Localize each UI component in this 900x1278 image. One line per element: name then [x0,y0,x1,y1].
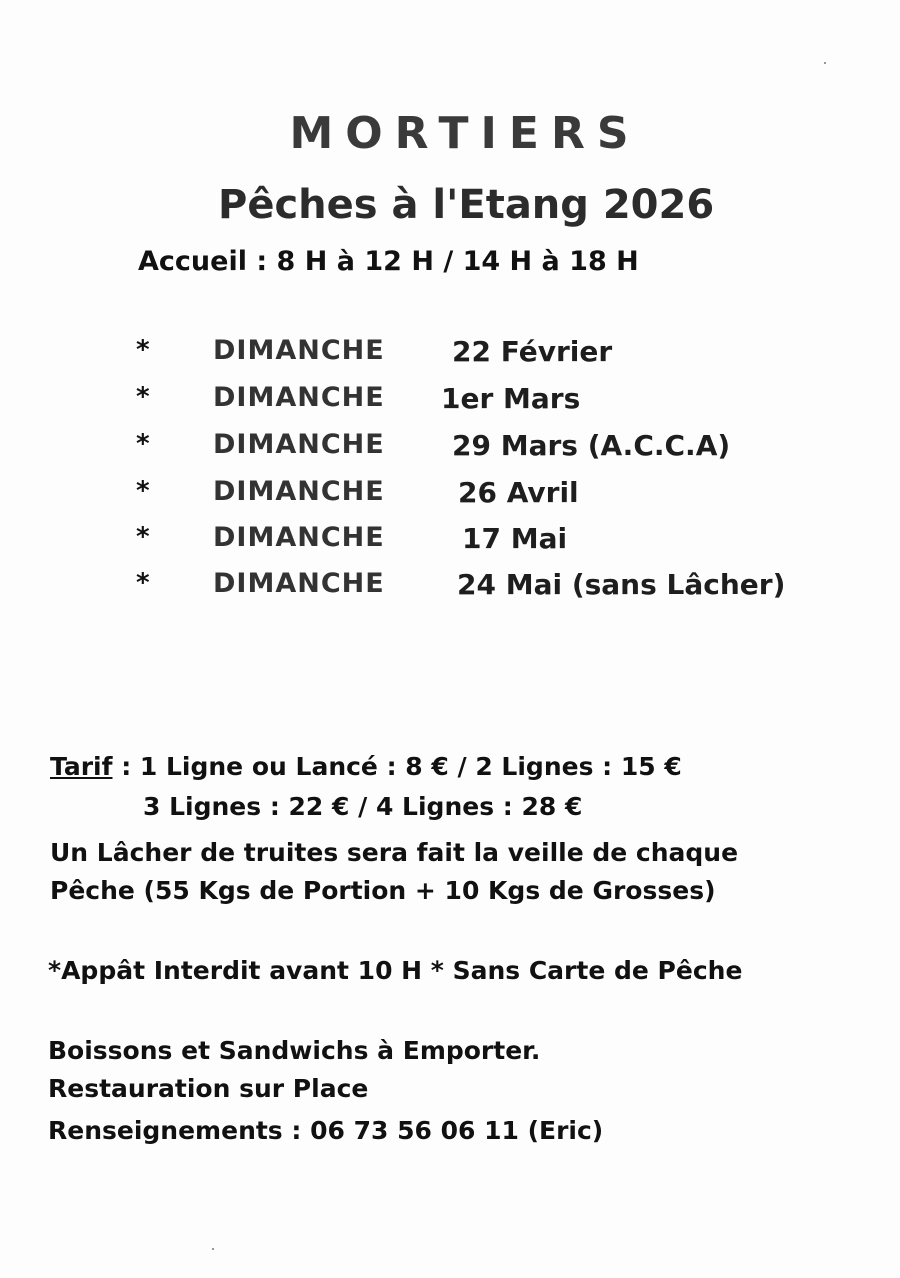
date-value: 17 Mai [462,522,568,555]
date-value: 22 Février [452,335,613,368]
date-day: DIMANCHE [213,335,385,366]
rules-text: *Appât Interdit avant 10 H * Sans Carte de Pêche [48,956,743,985]
date-value: 1er Mars [441,382,581,415]
bullet-star: * [136,568,150,598]
date-value: 26 Avril [458,476,579,509]
services-line-2: Restauration sur Place [48,1074,369,1103]
release-line-1: Un Lâcher de truites sera fait la veille de chaque [50,838,739,867]
services-line-1: Boissons et Sandwichs à Emporter. [48,1036,541,1065]
opening-hours: Accueil : 8 H à 12 H / 14 H à 18 H [138,246,639,277]
bullet-star: * [136,335,150,365]
tarif-prices-1: : 1 Ligne ou Lancé : 8 € / 2 Lignes : 15 € [112,752,682,781]
flyer-subtitle: Pêches à l'Etang 2026 [218,182,715,228]
flyer-title: MORTIERS [289,108,641,159]
date-day: DIMANCHE [213,382,385,413]
bullet-star: * [136,429,150,459]
scan-speck [212,1248,214,1250]
bullet-star: * [136,522,150,552]
tarif-label: Tarif [50,752,113,781]
date-day: DIMANCHE [213,568,385,599]
scan-speck [824,62,826,64]
date-day: DIMANCHE [213,476,385,507]
date-value: 24 Mai (sans Lâcher) [457,568,786,601]
bullet-star: * [136,382,150,412]
date-day: DIMANCHE [213,522,385,553]
contact-line: Renseignements : 06 73 56 06 11 (Eric) [48,1116,604,1145]
bullet-star: * [136,476,150,506]
release-line-2: Pêche (55 Kgs de Portion + 10 Kgs de Grosses) [50,876,716,905]
tarif-line-1 [50,752,682,781]
date-value: 29 Mars (A.C.C.A) [452,429,731,462]
tarif-line-2: 3 Lignes : 22 € / 4 Lignes : 28 € [143,792,583,821]
date-day: DIMANCHE [213,429,385,460]
